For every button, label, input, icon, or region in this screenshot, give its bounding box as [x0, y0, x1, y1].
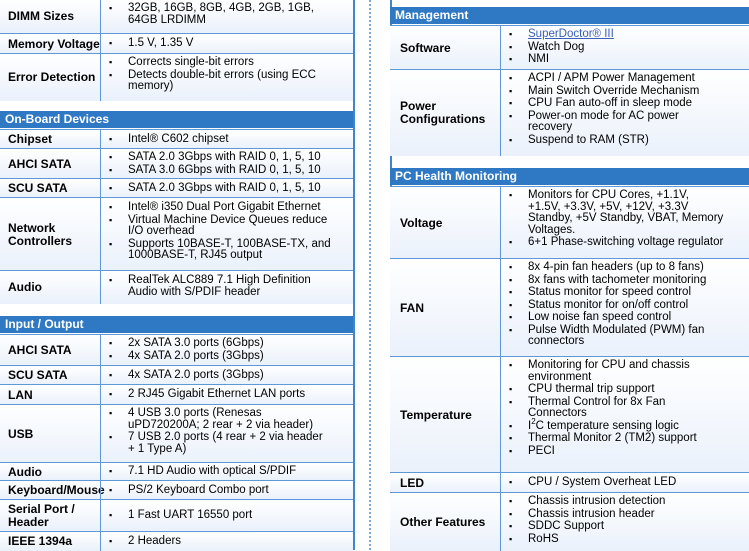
spec-item: ▪ Pulse Width Modulated (PWM) fan connectors: [501, 325, 749, 348]
spec-row-usb: [0, 404, 353, 463]
spec-label: USB: [8, 426, 34, 441]
spec-row-memory-voltage: [0, 33, 353, 54]
spec-item: ▪ PECI: [501, 446, 749, 458]
spec-item: ▪ RealTek ALC889 7.1 High Definition Audio with S/PDIF header: [101, 275, 353, 298]
spec-row-fan: [390, 258, 749, 357]
spec-item: ▪ Monitors for CPU Cores, +1.1V, +1.5V, +3.3V, +5V, +12V, +3.3V Standby, +5V Standby, VBAT, Memory Voltages.: [501, 190, 749, 236]
spec-label: Network Controllers: [8, 220, 73, 248]
spec-label: SCU SATA: [8, 181, 68, 195]
spec-row-keyboard-mouse: [0, 480, 353, 500]
spec-row-chipset: [0, 129, 353, 149]
spec-item-i2c: ▪ $I^2C$ temperature sensing logic: [501, 421, 749, 433]
superdoctor-link[interactable]: ▪ SuperDoctor® III: [501, 29, 749, 41]
spec-item: ▪ 2x SATA 3.0 ports (6Gbps): [101, 338, 353, 350]
spec-label: Voltage: [400, 215, 443, 230]
spec-item: ▪ Suspend to RAM (STR): [501, 135, 749, 147]
spec-item: ▪ 4 USB 3.0 ports (Renesas uPD720200A; 2 rear + 2 via header): [101, 408, 353, 431]
spec-label: Other Features: [400, 514, 486, 529]
spec-item: ▪ 7 USB 2.0 ports (4 rear + 2 via header + 1 Type A): [101, 432, 353, 455]
spec-item: ▪ SDDC Support: [501, 521, 749, 533]
spec-item: ▪ 7.1 HD Audio with optical S/PDIF: [101, 466, 353, 478]
spec-row-temperature: [390, 356, 749, 473]
spec-label: Chipset: [8, 132, 53, 146]
section-header-on-board-devices: On-Board Devices: [0, 111, 353, 128]
spec-row-ieee-1394a: [0, 531, 353, 551]
spec-item: ▪ Corrects single-bit errors: [101, 57, 353, 69]
spec-item: ▪ 4x SATA 2.0 ports (3Gbps): [101, 370, 353, 382]
spec-label: AHCI SATA: [8, 156, 72, 171]
spec-label: DIMM Sizes: [8, 9, 75, 23]
spec-label: AHCI SATA: [8, 343, 72, 357]
spec-row-serial-port: [0, 499, 353, 532]
spec-row-io-audio: [0, 462, 353, 481]
spec-item: ▪ 1.5 V, 1.35 V: [101, 38, 353, 50]
spec-label: FAN: [400, 300, 424, 315]
spec-row-other-features: [390, 492, 749, 551]
spec-row-led: [390, 472, 749, 493]
spec-item: ▪ Virtual Machine Device Queues reduce I/O overhead: [101, 215, 353, 238]
spec-label: LED: [400, 475, 424, 490]
spec-item: ▪ CPU Fan auto-off in sleep mode: [501, 98, 749, 110]
spec-item: ▪ PS/2 Keyboard Combo port: [101, 485, 353, 497]
spec-item: ▪ Power-on mode for AC power recovery: [501, 111, 749, 134]
spec-item: ▪ Chassis intrusion detection: [501, 496, 749, 508]
section-header-input-output: Input / Output: [0, 316, 353, 333]
spec-item: ▪ CPU / System Overheat LED: [501, 477, 749, 489]
section-header-management: Management: [390, 7, 749, 24]
spec-item: ▪ Status monitor for on/off control: [501, 300, 749, 312]
spec-row-voltage: [390, 186, 749, 259]
spec-label: Power Configurations: [400, 99, 486, 126]
spec-item: ▪ 32GB, 16GB, 8GB, 4GB, 2GB, 1GB, 64GB LRDIMM: [101, 3, 353, 26]
spec-item: ▪ 8x 4-pin fan headers (up to 8 fans): [501, 262, 749, 274]
spec-row-dimm-sizes: [0, 0, 353, 33]
left-column-border: [353, 0, 355, 550]
spec-item: ▪ RoHS: [501, 534, 749, 546]
section-header-pc-health-monitoring: PC Health Monitoring: [390, 168, 749, 185]
spec-label: IEEE 1394a: [8, 534, 73, 548]
spec-item: ▪ SATA 3.0 6Gbps with RAID 0, 1, 5, 10: [101, 165, 353, 177]
spec-item: ▪ Main Switch Override Mechanism: [501, 86, 749, 98]
spec-item: ▪ CPU thermal trip support: [501, 384, 749, 396]
spec-item: ▪ Intel® C602 chipset: [101, 134, 353, 146]
spec-label: SCU SATA: [8, 368, 68, 382]
spec-row-power-configurations: [390, 69, 749, 156]
spec-label: Error Detection: [8, 70, 96, 84]
spec-row-lan: [0, 384, 353, 405]
spec-label: LAN: [8, 387, 33, 402]
spec-item: ▪ Status monitor for speed control: [501, 287, 749, 299]
spec-item: ▪ Intel® i350 Dual Port Gigabit Ethernet: [101, 202, 353, 214]
spec-item: ▪ Watch Dog: [501, 42, 749, 54]
spec-item: ▪ 4x SATA 2.0 ports (3Gbps): [101, 351, 353, 363]
spec-item: ▪ 8x fans with tachometer monitoring: [501, 275, 749, 287]
spec-label: Temperature: [400, 407, 472, 422]
spec-item: ▪ SATA 2.0 3Gbps with RAID 0, 1, 5, 10: [101, 183, 353, 195]
spec-label: Audio: [8, 464, 42, 479]
spec-item: ▪ Detects double-bit errors (using ECC memory): [101, 70, 353, 93]
spec-item: ▪ ACPI / APM Power Management: [501, 73, 749, 85]
spec-row-io-scu-sata: [0, 365, 353, 385]
spec-row-software: [390, 25, 749, 70]
spec-row-error-detection: [0, 53, 353, 101]
column-divider: [369, 0, 371, 550]
spec-item: ▪ Thermal Monitor 2 (TM2) support: [501, 433, 749, 445]
spec-item: ▪ 1 Fast UART 16550 port: [101, 510, 353, 522]
spec-label: Serial Port / Header: [8, 502, 75, 529]
spec-item: ▪ Chassis intrusion header: [501, 509, 749, 521]
spec-row-scu-sata: [0, 178, 353, 198]
spec-label: Software: [400, 40, 451, 55]
spec-row-ahci-sata: [0, 148, 353, 179]
spec-item: ▪ Low noise fan speed control: [501, 312, 749, 324]
spec-item: ▪ Thermal Control for 8x Fan Connectors: [501, 397, 749, 420]
spec-item: ▪ NMI: [501, 54, 749, 66]
spec-item: ▪ 6+1 Phase-switching voltage regulator: [501, 237, 749, 249]
spec-label: Memory Voltage: [8, 36, 100, 51]
spec-label: Audio: [8, 280, 42, 294]
spec-item: ▪ 2 RJ45 Gigabit Ethernet LAN ports: [101, 389, 353, 401]
spec-label: Keyboard/Mouse: [8, 483, 105, 497]
spec-item: ▪ SATA 2.0 3Gbps with RAID 0, 1, 5, 10: [101, 152, 353, 164]
spec-item: ▪ 2 Headers: [101, 536, 353, 548]
spec-row-audio: [0, 270, 353, 304]
spec-item: ▪ Supports 10BASE-T, 100BASE-TX, and 1000BASE-T, RJ45 output: [101, 239, 353, 262]
spec-row-network-controllers: [0, 197, 353, 271]
spec-item: ▪ Monitoring for CPU and chassis environment: [501, 360, 749, 383]
spec-row-io-ahci-sata: [0, 334, 353, 366]
